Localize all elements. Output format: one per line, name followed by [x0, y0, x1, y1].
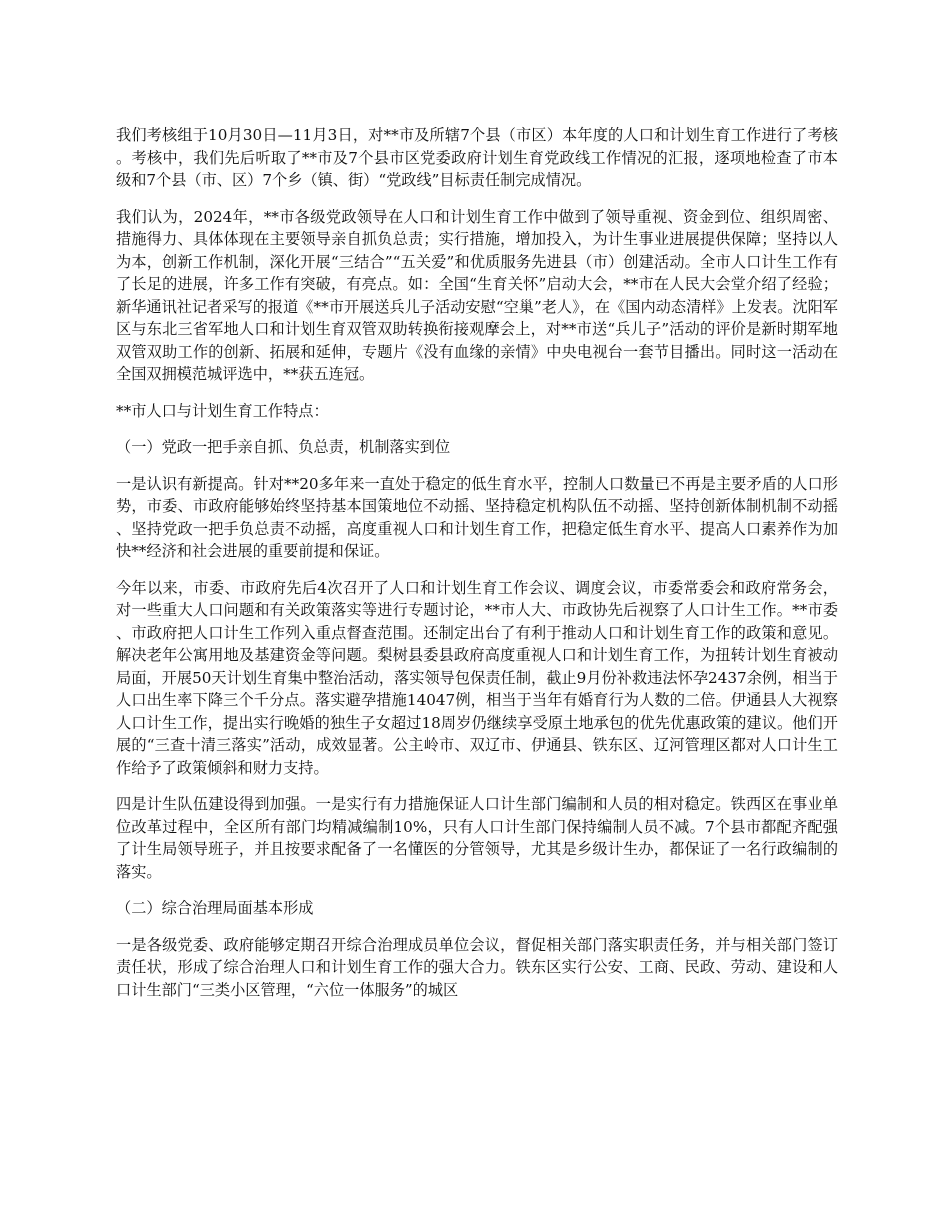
paragraph-comprehensive: 一是各级党委、政府能够定期召开综合治理成员单位会议，督促相关部门落实职责任务，并与相关部门签订责任状，形成了综合治理人口和计划生育工作的强大合力。铁东区实行公安、工商、民政、劳动、建设和人口计生部门“三类小区管理，“六位一体服务”的城区: [116, 935, 838, 999]
section-intro-heading: **市人口与计划生育工作特点：: [116, 401, 329, 420]
paragraph-assessment: 我们认为，2024年，**市各级党政领导在人口和计划生育工作中做到了领导重视、资金到位、组织周密、措施得力、具体体现在主要领导亲自抓负总责；实行措施，增加投入，为计生事业进展提供保障；坚持以人为本，创新工作机制，深化开展“三结合”“五关爱”和优质服务先进县（市）创建活动。全市人口计生工作有了长足的进展，许多工作有突破，有亮点。如：全国“生育关怀”启动大会，**市在人民大会堂介绍了经验；新华通讯社记者采写的报道《**市开展送兵儿子活动安慰“空巢”老人》，在《国内动态清样》上发表。沈阳军区与东北三省军地人口和计划生育双管双助转换衔接观摩会上，对**市送“兵儿子”活动的评价是新时期军地双管双助工作的创新、拓展和延伸，专题片《没有血缘的亲情》中央电视台一套节目播出。同时这一活动在全国双拥模范城评选中，**获五连冠。: [116, 207, 838, 383]
paragraph-meetings: 今年以来，市委、市政府先后4次召开了人口和计划生育工作会议、调度会议，市委常委会和政府常务会，对一些重大人口问题和有关政策落实等进行专题讨论，**市人大、市政协先后视察了人口计生工作。**市委、市政府把人口计生工作列入重点督查范围。还制定出台了有利于推动人口和计划生育工作的政策和意见。解决老年公寓用地及基建资金等问题。梨树县委县政府高度重视人口和计划生育工作，为扭转计划生育被动局面，开展50天计划生育集中整治活动，落实领导包保责任制，截止9月份补救违法怀孕2437余例，相当于人口出生率下降三个千分点。落实避孕措施14047例，相当于当年有婚育行为人数的二倍。伊通县人大视察人口计生工作，提出实行晚婚的独生子女超过18周岁仍继续享受原土地承包的优先优惠政策的建议。他们开展的“三查十清三落实”活动，成效显著。公主岭市、双辽市、伊通县、铁东区、辽河管理区都对人口计生工作给予了政策倾斜和财力支持。: [116, 578, 838, 777]
document-body: [116, 124, 838, 1015]
paragraph-staffing: 四是计生队伍建设得到加强。一是实行有力措施保证人口计生部门编制和人员的相对稳定。铁西区在事业单位改革过程中，全区所有部门均精减编制10%，只有人口计生部门保持编制人员不减。7个县市都配齐配强了计生局领导班子，并且按要求配备了一名懂医的分管领导，尤其是乡级计生办，都保证了一名行政编制的落实。: [116, 795, 838, 881]
section-heading-2: （二）综合治理局面基本形成: [116, 899, 314, 917]
paragraph-awareness: 一是认识有新提高。针对**20多年来一直处于稳定的低生育水平，控制人口数量已不再是主要矛盾的人口形势，市委、市政府能够始终坚持基本国策地位不动摇、坚持稳定机构队伍不动摇、坚持创新体制机制不动摇、坚持党政一把手负总责不动摇，高度重视人口和计划生育工作，把稳定低生育水平、提高人口素养作为加快**经济和社会进展的重要前提和保证。: [116, 474, 838, 560]
paragraph-intro: 我们考核组于10月30日—11月3日，对**市及所辖7个县（市区）本年度的人口和计划生育工作进行了考核。考核中，我们先后听取了**市及7个县市区党委政府计划生育党政线工作情况的汇报，逐项地检查了市本级和7个县（市、区）7个乡（镇、街）“党政线”目标责任制完成情况。: [116, 126, 838, 189]
section-heading-1: （一）党政一把手亲自抓、负总责，机制落实到位: [116, 438, 451, 456]
